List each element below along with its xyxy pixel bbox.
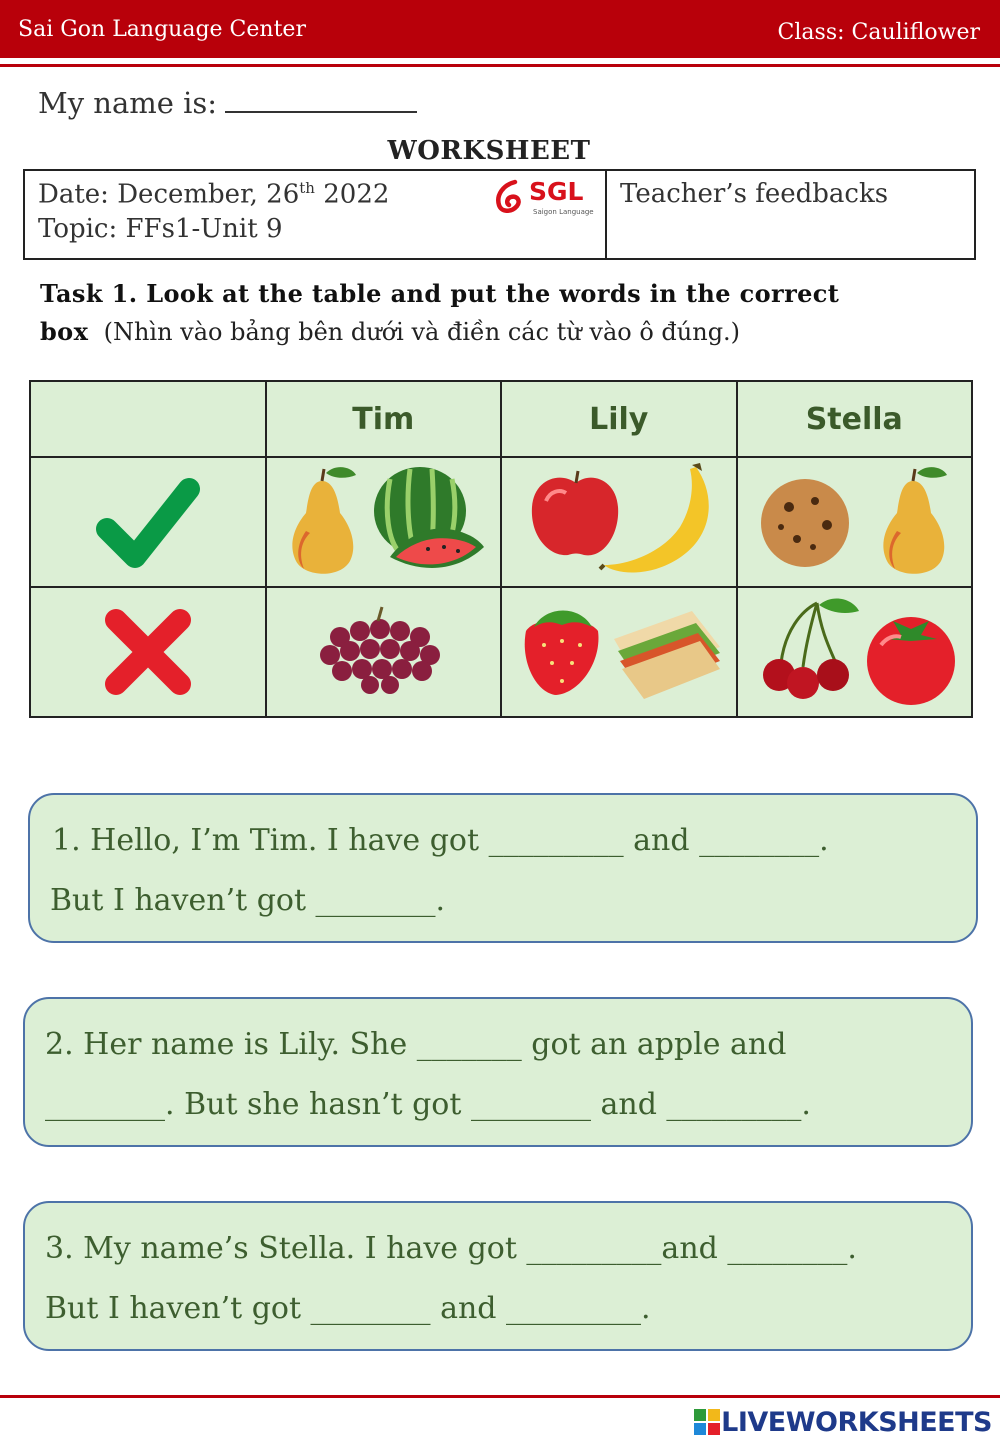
- class-label: Class: Cauliflower: [777, 20, 980, 45]
- check-icon: [93, 467, 203, 577]
- exercise-box-1[interactable]: [28, 793, 978, 943]
- worksheet-title: WORKSHEET: [387, 136, 591, 166]
- info-divider: [605, 171, 607, 258]
- food-table: [29, 380, 973, 718]
- exercise-2-line-1: 2. Her name is Lily. She _______ got an apple and: [45, 1027, 787, 1062]
- cell-tim-hasnt: [266, 587, 502, 717]
- date-text: Date: December, 26: [38, 179, 300, 210]
- header-divider: [0, 64, 1000, 67]
- task-note: (Nhìn vào bảng bên dưới và điền các từ vào ô đúng.): [103, 318, 741, 346]
- lily-has-foods: [506, 461, 732, 583]
- header-cell-empty: [30, 381, 266, 457]
- logo-brand: SGL: [529, 177, 584, 206]
- name-prompt: My name is:: [38, 86, 218, 120]
- name-blank[interactable]: [225, 91, 417, 113]
- table-row-has-got: [30, 457, 972, 587]
- date-ordinal: th: [299, 179, 315, 197]
- topic-line: Topic: FFs1-Unit 9: [38, 214, 283, 244]
- grapes-icon: [320, 607, 440, 694]
- header-cell-lily: Lily: [501, 381, 737, 457]
- date-year: 2022: [314, 179, 390, 210]
- center-name: Sai Gon Language Center: [18, 17, 306, 42]
- pear-icon: [884, 467, 948, 574]
- tim-hasnt-foods: [270, 591, 496, 713]
- exercise-box-3[interactable]: [23, 1201, 973, 1351]
- tim-has-foods: [270, 461, 496, 583]
- marker-cell-cross: [30, 587, 266, 717]
- feedback-label: Teacher’s feedbacks: [620, 179, 889, 209]
- exercise-3-line-1: 3. My name’s Stella. I have got _________and ________.: [45, 1231, 857, 1266]
- sgl-swirl-icon: [493, 179, 527, 215]
- cherries-icon: [763, 598, 859, 699]
- pear-icon: [293, 467, 357, 574]
- cross-icon: [98, 602, 198, 702]
- strawberry-icon: [524, 611, 598, 696]
- watermelon-icon: [374, 467, 484, 568]
- cookie-icon: [761, 479, 849, 567]
- sandwich-icon: [614, 611, 720, 699]
- cell-tim-has: [266, 457, 502, 587]
- exercise-box-2[interactable]: [23, 997, 973, 1147]
- table-row-hasnt-got: [30, 587, 972, 717]
- stella-hasnt-foods: [741, 591, 967, 713]
- cell-lily-has: [501, 457, 737, 587]
- liveworksheets-grid-icon: [694, 1409, 720, 1435]
- tomato-icon: [867, 617, 955, 705]
- name-row: [38, 86, 417, 120]
- lily-hasnt-foods: [506, 591, 732, 713]
- header-cell-tim: Tim: [266, 381, 502, 457]
- cell-lily-hasnt: [501, 587, 737, 717]
- exercise-2-line-2: ________. But she hasn’t got ________ and _________.: [45, 1087, 811, 1122]
- exercise-3-line-2: But I haven’t got ________ and _________.: [45, 1291, 651, 1326]
- apple-icon: [532, 471, 618, 555]
- date-line: [38, 179, 389, 210]
- footer-divider: [0, 1395, 1000, 1398]
- header-bar: [0, 0, 1000, 58]
- exercise-1-line-2: But I haven’t got ________.: [50, 883, 446, 918]
- cell-stella-hasnt: [737, 587, 973, 717]
- header-cell-stella: Stella: [737, 381, 973, 457]
- logo-sub: Saigon Language: [533, 208, 594, 216]
- cell-stella-has: [737, 457, 973, 587]
- exercise-1-line-1: 1. Hello, I’m Tim. I have got _________ and ________.: [52, 823, 829, 858]
- table-header-row: [30, 381, 972, 457]
- sgl-logo: [493, 177, 597, 219]
- task-title: Task 1. Look at the table and put the words in the correct box: [40, 279, 840, 346]
- marker-cell-check: [30, 457, 266, 587]
- liveworksheets-brand: LIVEWORKSHEETS: [721, 1407, 992, 1438]
- stella-has-foods: [741, 461, 967, 583]
- info-box: [23, 169, 976, 260]
- task-instruction: [40, 275, 960, 351]
